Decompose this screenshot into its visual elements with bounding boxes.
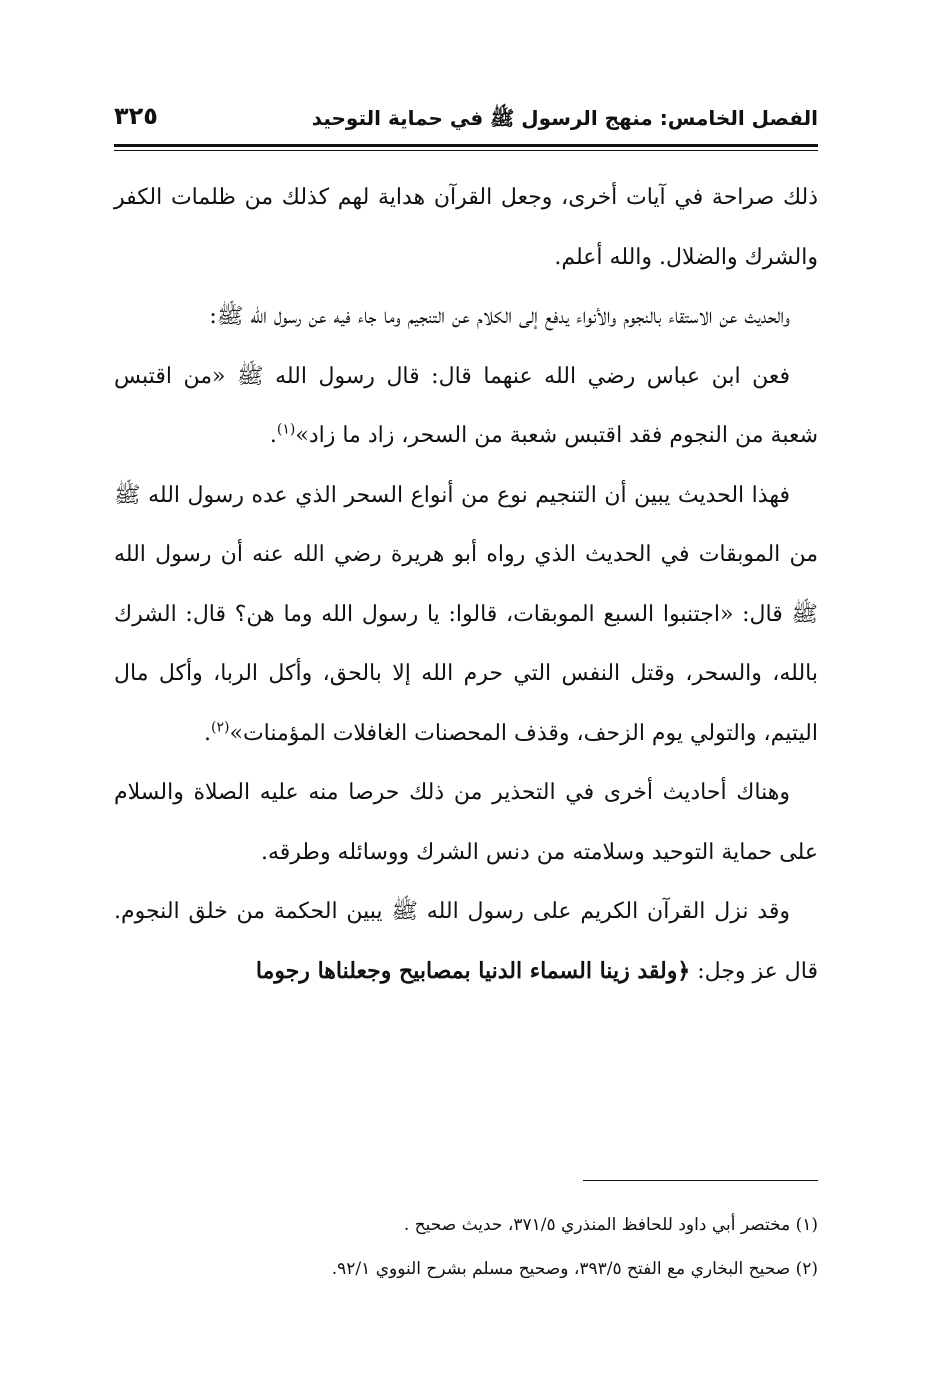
paragraph-text: والحديث عن الاستقاء بالنجوم والأنواء يدفع إلى الكلام عن التنجيم وما جاء فيه عن رسول الله ﷺ: [209, 304, 790, 329]
paragraph-text: وقد نزل القرآن الكريم على رسول الله ﷺ يبين الحكمة من خلق النجوم. قال عز وجل: [114, 899, 818, 984]
paragraph [114, 882, 818, 1001]
quran-verse: ﴿ولقد زينا السماء الدنيا بمصابيح وجعلناها رجوما [255, 957, 691, 984]
paragraph [114, 763, 818, 882]
footnote-marker[interactable]: (١) [276, 421, 296, 438]
paragraph-text: وهناك أحاديث أخرى في التحذير من ذلك حرصا منه عليه الصلاة والسلام على حماية التوحيد وسلامته من دنس الشرك ووسائله وطرقه. [114, 780, 818, 865]
paragraph [114, 347, 818, 466]
paragraph-text: فعن ابن عباس رضي الله عنهما قال: قال رسول الله ﷺ «من اقتبس شعبة من النجوم فقد اقتبس شعبة من السحر، زاد ما زاد» [114, 363, 818, 448]
paragraph-text: ذلك صراحة في آيات أخرى، وجعل القرآن هداية لهم كذلك من ظلمات الكفر والشرك والضلال. والله أعلم. [114, 185, 818, 270]
paragraph-text: فهذا الحديث يبين أن التنجيم نوع من أنواع السحر الذي عده رسول الله ﷺ من الموبقات في الحديث الذي رواه أبو هريرة رضي الله عنه أن رسول الله ﷺ قال: «اجتنبوا السبع الموبقات، قالوا: يا رسول الله وما هن؟ قال: الشرك بالله، والسحر، وقتل النفس التي حرم الله إلا بالحق، وأكل الربا، وأكل مال اليتيم، والتولي يوم الزحف، وقذف المحصنات الغافلات المؤمنات» [114, 482, 818, 746]
paragraph [114, 168, 818, 287]
page-number: ٣٢٥ [114, 102, 158, 130]
paragraph [114, 287, 818, 347]
footnote: (٢) صحيح البخاري مع الفتح ٣٩٣/٥، وصحيح مسلم بشرح النووي ٩٢/١. [331, 1259, 818, 1279]
paragraph-end: . [269, 423, 277, 448]
footnote-marker[interactable]: (٢) [211, 719, 230, 736]
running-header [114, 100, 818, 140]
header-rule-thick [114, 144, 818, 147]
footnote-separator [583, 1180, 818, 1181]
main-text [114, 168, 818, 1001]
footnotes [114, 1203, 818, 1291]
footnote: (١) مختصر أبي داود للحافظ المنذري ٣٧١/٥، حديث صحيح . [403, 1215, 818, 1235]
paragraph-end: . [204, 720, 212, 746]
header-rule-thin [114, 150, 818, 151]
chapter-title: الفصل الخامس: منهج الرسول ﷺ في حماية التوحيد [311, 106, 818, 130]
paragraph [114, 466, 818, 764]
